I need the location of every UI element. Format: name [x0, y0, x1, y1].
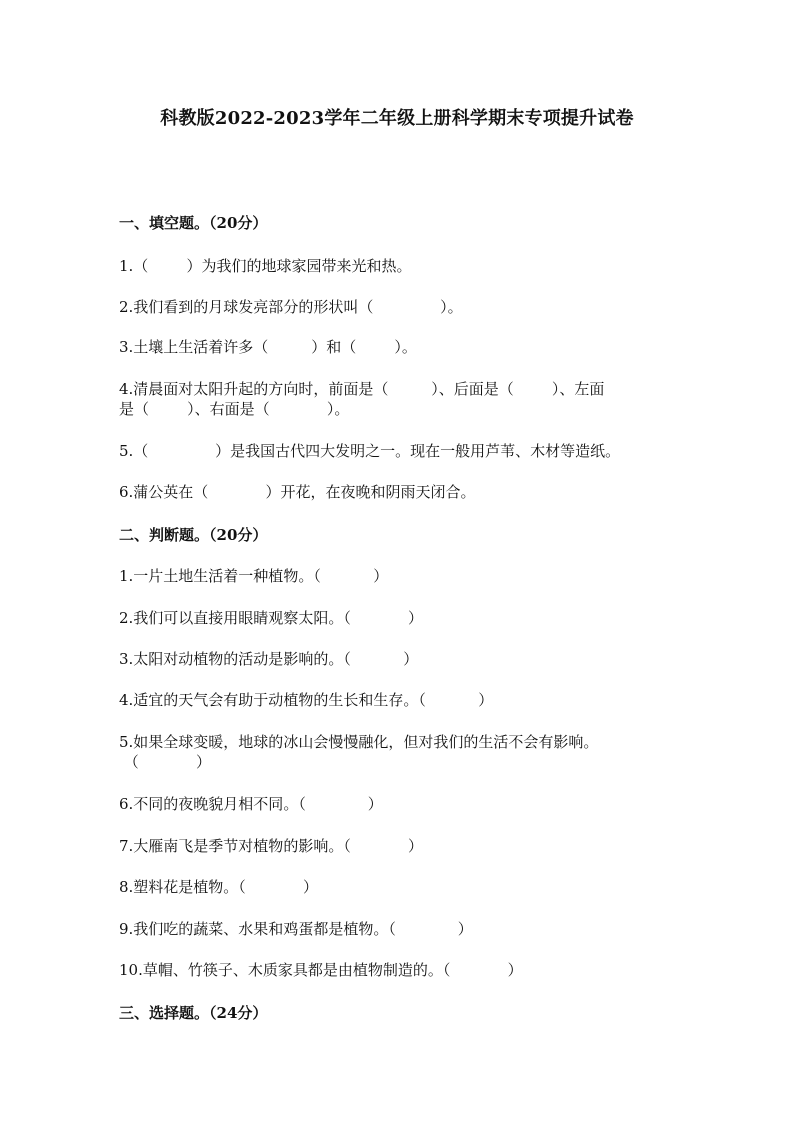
- question-item: 5.如果全球变暖，地球的冰山会慢慢融化，但对我们的生活不会有影响。: [119, 733, 599, 751]
- question-item: 2.我们看到的月球发亮部分的形状叫（ ）。: [119, 298, 463, 316]
- question-item: 2.我们可以直接用眼睛观察太阳。（ ）: [119, 609, 424, 627]
- question-item: 6.不同的夜晚貌月相不同。（ ）: [119, 795, 383, 813]
- question-item: 4.适宜的天气会有助于动植物的生长和生存。（ ）: [119, 691, 494, 709]
- question-item: 7.大雁南飞是季节对植物的影响。（ ）: [119, 837, 424, 855]
- question-item: 1.（ ）为我们的地球家园带来光和热。: [119, 257, 412, 275]
- exam-title: 科教版2022-2023学年二年级上册科学期末专项提升试卷: [160, 108, 634, 129]
- question-item-continuation: （ ）: [119, 753, 211, 771]
- question-item: 3.太阳对动植物的活动是影响的。（ ）: [119, 650, 419, 668]
- question-item: 5.（ ）是我国古代四大发明之一。现在一般用芦苇、木材等造纸。: [119, 442, 621, 460]
- section-heading-multiple-choice: 三、选择题。（24分）: [119, 1004, 268, 1022]
- question-item-continuation: 是（ ）、右面是（ ）。: [119, 400, 350, 418]
- section-heading-fill-blank: 一、填空题。（20分）: [119, 214, 268, 232]
- question-item: 10.草帽、竹筷子、木质家具都是由植物制造的。（ ）: [119, 961, 523, 979]
- section-heading-true-false: 二、判断题。（20分）: [119, 526, 268, 544]
- question-item: 6.蒲公英在（ ）开花，在夜晚和阴雨天闭合。: [119, 483, 476, 501]
- question-item: 3.土壤上生活着许多（ ）和（ ）。: [119, 338, 417, 356]
- question-item: 8.塑料花是植物。（ ）: [119, 878, 319, 896]
- question-item: 4.清晨面对太阳升起的方向时，前面是（ ）、后面是（ ）、左面: [119, 380, 605, 398]
- question-item: 1.一片土地生活着一种植物。（ ）: [119, 567, 389, 585]
- question-item: 9.我们吃的蔬菜、水果和鸡蛋都是植物。（ ）: [119, 920, 473, 938]
